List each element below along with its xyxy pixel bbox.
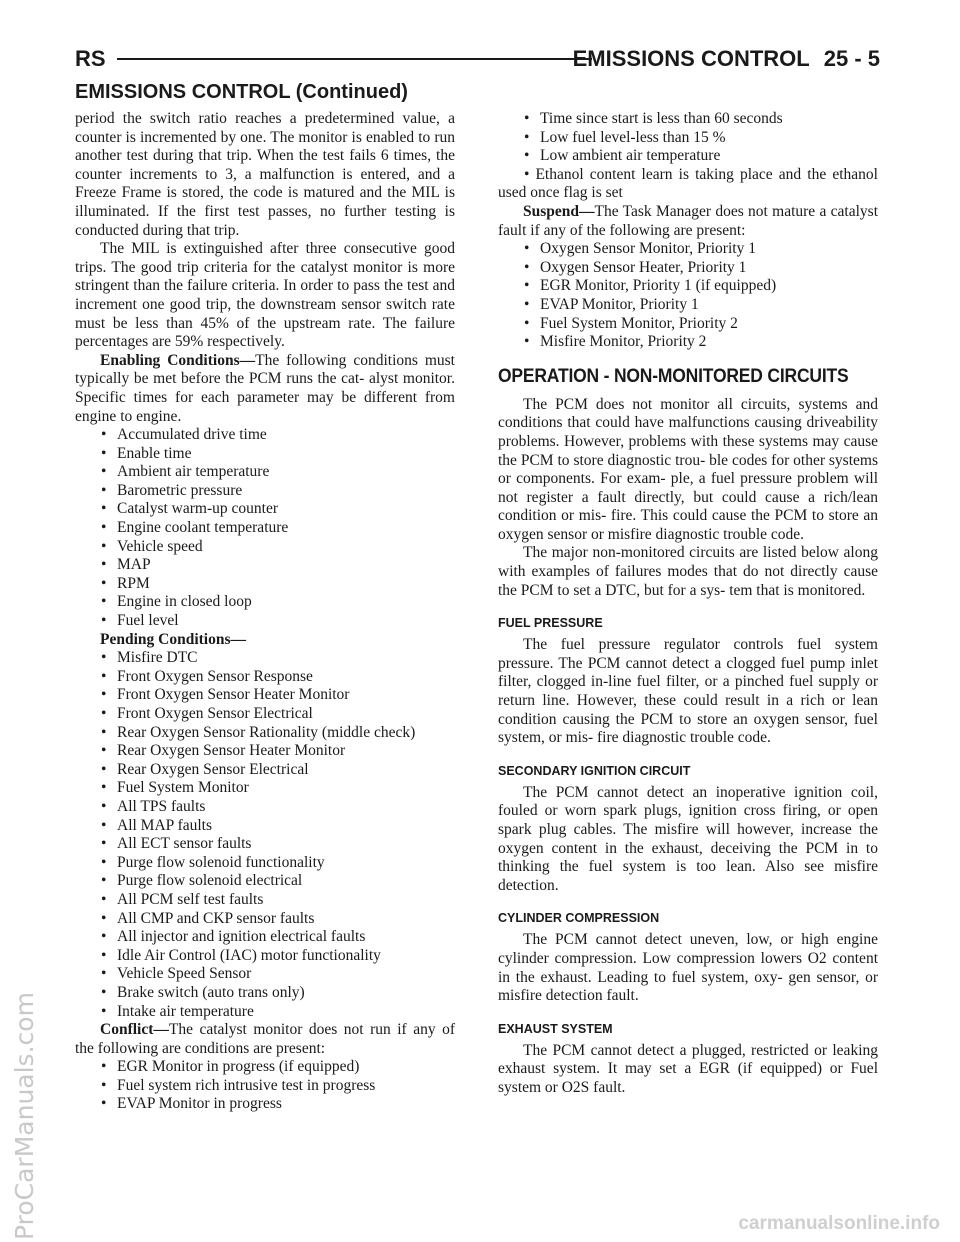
list-item: • Enable time [101,444,192,462]
paragraph: period the switch ratio reaches a predetermined value, a counter is incremented by one. The monitor is enabled to run another test during that trip. When the test fails 6 times, the counter increments to 3, a malfunction is entered, and a Freeze Frame is stored, the code is matured and the MIL is illuminated. If the first test passes, no further testing is conducted during that trip. [75,110,455,239]
list-item: • Rear Oxygen Sensor Rationality (middle check) [101,723,416,741]
bullet-icon: • [524,147,530,165]
paragraph: The MIL is extinguished after three consecutive good trips. The good trip criteria for the catalyst monitor is more stringent than the failure criteria. In order to pass the test and increment one good trip, the downstream sensor switch rate must be less than 45% of the upstream rate. The failure percentages are 59% respectively. [75,240,455,351]
subheading-cylinder-compression: CYLINDER COMPRESSION [498,911,660,926]
conflict-list-continued [498,110,878,166]
header-model-code: RS [75,46,106,71]
header-section [573,44,880,74]
bullet-icon: • [101,965,107,983]
bullet-icon: • [101,742,107,760]
list-item: • Idle Air Control (IAC) motor functionality [101,946,381,964]
list-item: • Catalyst warm-up counter [101,500,278,518]
list-item: • Front Oxygen Sensor Response [101,667,313,685]
list-item: • Vehicle speed [101,537,203,555]
list-item: • Misfire Monitor, Priority 2 [524,333,707,351]
paragraph: The PCM does not monitor all circuits, systems and conditions that could have malfunctions causing driveability problems. However, problems with these systems may cause the PCM to store diagnostic trou- ble codes for other systems or components. For exam- ple, a fuel pressure problem will not register a fault directly, but could cause a rich/lean condition or mis- fire. This could cause the PCM to store an oxygen sensor or misfire diagnostic trouble code. [498,395,878,543]
footer-watermark: carmanualsonline.info [738,1213,940,1234]
list-item: • Rear Oxygen Sensor Electrical [101,760,309,778]
bullet-icon: • [101,909,107,927]
pending-conditions-label: Pending Conditions— [100,630,247,648]
enabling-conditions-label: Enabling Conditions— [100,351,256,369]
bullet-icon: • [101,928,107,946]
left-column [75,110,455,1114]
header-page-number: 25 - 5 [823,46,880,71]
list-item: • RPM [101,574,150,592]
list-item: • All ECT sensor faults [101,835,252,853]
list-item: • EVAP Monitor, Priority 1 [524,295,699,313]
bullet-icon: • [101,686,107,704]
list-item: • Fuel system rich intrusive test in progress [101,1076,376,1094]
subheading-exhaust-system: EXHAUST SYSTEM [498,1021,613,1036]
list-item: • Fuel System Monitor [101,779,249,797]
conflict-paragraph [75,1021,455,1058]
enabling-conditions-list [75,426,455,631]
bullet-icon: • [101,463,107,481]
conflict-label: Conflict— [100,1021,169,1039]
list-item: • Brake switch (auto trans only) [101,983,305,1001]
bullet-icon: • [101,872,107,890]
list-item: • Ambient air temperature [101,463,270,481]
header-rule [117,58,592,60]
bullet-icon: • [101,1076,107,1094]
paragraph: The PCM cannot detect a plugged, restricted or leaking exhaust system. It may set a EGR (if equipped) or Fuel system or O2S fault. [498,1041,878,1096]
bullet-icon: • [524,165,530,183]
bullet-icon: • [101,1058,107,1076]
enabling-conditions-paragraph [75,352,455,426]
bullet-icon: • [101,519,107,537]
list-item: • EVAP Monitor in progress [101,1095,282,1113]
paragraph: The major non-monitored circuits are listed below along with examples of failures modes that do not directly cause the PCM to set a DTC, but for a sys- tem that is monitored. [498,544,878,599]
list-item: • Misfire DTC [101,649,198,667]
bullet-icon: • [101,556,107,574]
list-item: • All MAP faults [101,816,213,834]
bullet-icon: • [524,240,530,258]
bullet-icon: • [101,537,107,555]
bullet-icon: • [101,444,107,462]
bullet-icon: • [101,574,107,592]
bullet-icon: • [101,760,107,778]
list-item: • MAP [101,556,151,574]
bullet-icon: • [101,946,107,964]
bullet-icon: • [524,258,530,276]
header-section-title: EMISSIONS CONTROL [572,46,810,71]
list-item: • All TPS faults [101,797,206,815]
subheading-fuel-pressure: FUEL PRESSURE [498,616,603,631]
bullet-icon: • [101,890,107,908]
list-item: • Purge flow solenoid electrical [101,872,303,890]
list-item: • Engine coolant temperature [101,519,289,537]
bullet-icon: • [524,314,530,332]
bullet-icon: • [101,649,107,667]
list-item: • Purge flow solenoid functionality [101,853,325,871]
bullet-icon: • [524,128,530,146]
ethanol-item: • Ethanol content learn is taking place and the ethanol used once flag is set [498,165,878,202]
list-item: • Front Oxygen Sensor Heater Monitor [101,686,350,704]
bullet-icon: • [101,426,107,444]
list-item: • Accumulated drive time [101,426,267,444]
paragraph: The PCM cannot detect an inoperative ignition coil, fouled or worn spark plugs, ignition cross firing, or open spark plug cables. The misfire will however, increase the oxygen content in the exhaust, deceiving the PCM in to thinking the fuel system is too lean. Also see misfire detection. [498,783,878,894]
list-item: • Time since start is less than 60 seconds [524,110,783,127]
list-item: • Vehicle Speed Sensor [101,965,252,983]
bullet-icon: • [101,816,107,834]
pending-conditions-label-line [75,631,455,650]
bullet-icon: • [101,779,107,797]
bullet-icon: • [101,1002,107,1020]
list-item: • Barometric pressure [101,481,243,499]
pending-conditions-list [75,649,455,1021]
list-item: • All PCM self test faults [101,890,264,908]
bullet-icon: • [101,500,107,518]
bullet-icon: • [101,481,107,499]
list-item: • Intake air temperature [101,1002,254,1020]
list-item: • Engine in closed loop [101,593,252,611]
bullet-icon: • [101,835,107,853]
list-item: • Front Oxygen Sensor Electrical [101,705,313,722]
subheading-secondary-ignition: SECONDARY IGNITION CIRCUIT [498,763,691,778]
list-item: • EGR Monitor in progress (if equipped) [101,1058,360,1076]
suspend-paragraph [498,203,878,240]
suspend-text: The Task Manager does not mature a catalyst fault if any of the following are present: [498,202,878,239]
bullet-icon: • [101,983,107,1001]
bullet-icon: • [524,110,530,127]
conflict-text: The catalyst monitor does not run if any of the following are conditions are present: [75,1021,455,1057]
bullet-icon: • [101,667,107,685]
list-item: • All CMP and CKP sensor faults [101,909,315,927]
list-item: • Low fuel level-less than 15 % [524,128,726,146]
bullet-icon: • [101,705,107,722]
list-item: • Oxygen Sensor Monitor, Priority 1 [524,240,756,258]
list-item: • All injector and ignition electrical faults [101,928,366,946]
list-item: • Low ambient air temperature [524,147,721,165]
continued-title: EMISSIONS CONTROL (Continued) [75,81,408,103]
bullet-icon: • [524,277,530,295]
bullet-icon: • [101,593,107,611]
paragraph: The fuel pressure regulator controls fuel system pressure. The PCM cannot detect a clogged fuel pump inlet filter, clogged in-line fuel filter, or a pinched fuel supply or return line. However, these could result in a rich or lean condition causing the PCM to store an oxygen sensor, fuel system, or mis- fire diagnostic trouble code. [498,636,878,747]
suspend-label: Suspend— [523,202,595,220]
list-item: • EGR Monitor, Priority 1 (if equipped) [524,277,777,295]
side-watermark: ProCarManuals.com [10,992,39,1240]
list-item: • Oxygen Sensor Heater, Priority 1 [524,258,747,276]
bullet-icon: • [524,295,530,313]
bullet-icon: • [101,612,107,630]
right-column [498,110,878,1098]
bullet-icon: • [101,853,107,871]
suspend-list [498,240,878,352]
enabling-conditions-text: The following conditions must typically be met before the PCM runs the cat- alyst monitor. Specific times for each parameter may be different from engine to engine. [75,351,455,425]
section-heading: OPERATION - NON-MONITORED CIRCUITS [498,365,849,387]
bullet-icon: • [101,1095,107,1113]
bullet-icon: • [101,797,107,815]
conflict-list [75,1058,455,1114]
list-item: • Fuel System Monitor, Priority 2 [524,314,738,332]
bullet-icon: • [524,333,530,351]
list-item: • Fuel level [101,612,179,630]
page-header [75,44,880,74]
paragraph: The PCM cannot detect uneven, low, or high engine cylinder compression. Low compression lowers O2 content in the exhaust. Leading to fuel system, oxy- gen sensor, or misfire detection fault. [498,931,878,1005]
list-item: • Rear Oxygen Sensor Heater Monitor [101,742,346,760]
bullet-icon: • [101,723,107,741]
